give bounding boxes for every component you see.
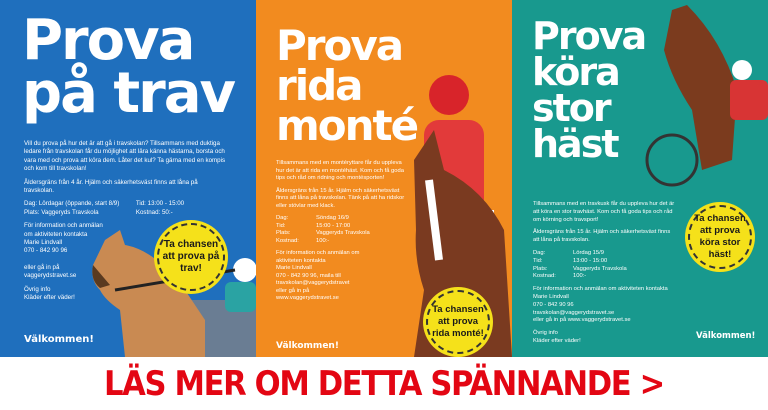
age-text: Åldersgräns från 15 år. Hjälm och säkerhetsväst finns att låna på travskolan. Tänk på att ha ridskor eller stövlar med klack. (276, 187, 405, 209)
intro-text: Vill du prova på hur det är att gå i travskolan? Tillsammans med duktiga ledare från travskolan får du möjlighet att lära känna hästarna, borsta och vara med och prova att köra dem. Låter det kul? Ta gärna med en kompis och kom till travskolan! (24, 140, 226, 173)
web-info: eller gå in på vaggerydstravet.se Övrig info Kläder efter väder! (24, 264, 77, 302)
read-more-link[interactable]: LÄS MER OM DETTA SPÄNNANDE > (104, 363, 664, 404)
welcome-text: Välkommen! (696, 331, 756, 341)
contact: För information och anmälan om aktiviteten kontakta Marie Lindvall 070 - 842 90 96 travskolan@vaggerydstravet.se eller gå in på www.vaggerydstravet.se (533, 286, 668, 324)
title-line: Prova (532, 14, 646, 58)
detail: Dag: Lördag 15/9 (533, 249, 604, 256)
poster-prova-rida-monte[interactable] (256, 0, 512, 357)
title-line: Prova (276, 21, 403, 70)
title-line: rida (276, 60, 362, 110)
horse-and-sulky-photo (642, 0, 768, 200)
poster-body (276, 160, 406, 308)
age-text: Åldersgräns från 15 år. Hjälm och säkerhetsväst finns att låna på travskolan. (533, 229, 671, 244)
title-line: häst (532, 122, 618, 167)
detail: Dag: Lördagar (öppande, start 8/9) (24, 200, 120, 208)
poster-title (276, 21, 418, 150)
poster-title (22, 8, 235, 127)
contact: För information och anmälan om aktiviteten kontakta Marie Lindvall 070 - 842 90 96, maila till travskolan@vaggerydstravet eller gå in på www.vaggerydstravet.se (276, 250, 360, 301)
welcome-text: Välkommen! (24, 334, 94, 345)
detail: Kostnad: 100:- (533, 273, 587, 280)
poster-prova-kora-stor-hast[interactable] (512, 0, 768, 357)
detail: Plats: Vaggeryds Travskola (24, 208, 99, 216)
poster-body: Tillsammans med en travkusk får du uppleva hur det är att köra en stor travhäst. Kom och få goda tips och råd om körning och travsport! Åldersgräns från 15 år. Hjälm och säkerhetsväst finns att låna på travskolan. Dag: Lördag 15/9 Tid: 13:00 - 15:00 Plats: Vaggeryds Travskola Kostnad: 100:- För information och anmälan om aktiviteten kontakta Marie Lindvall 070 - 842 90 96 travskolan@vaggerydstravet.se eller gå in på www.vaggerydstravet.se Övrig info Kläder efter väder! (533, 201, 678, 351)
contact: För information och anmälan om aktiviteten kontakta Marie Lindvall 070 - 842 90 96 (24, 222, 103, 255)
intro-text: Tillsammans med en travkusk får du uppleva hur det är att köra en stor travhäst. Kom och få goda tips och råd om körning och travsport! (533, 201, 675, 223)
title-line: Prova (22, 8, 194, 73)
detail: Tid: 15:00 - 17:00 (276, 222, 351, 229)
title-line: köra (532, 50, 619, 95)
intro-text: Tillsammans med en montéryttare får du uppleva hur det är att rida en montéhäst. Kom och få goda tips och råd om ridning och montésporten! (276, 160, 404, 181)
detail: Kostnad: 100:- (276, 237, 330, 244)
cta-badge: Ta chansen att prova på trav! (157, 223, 225, 291)
title-line: på trav (22, 61, 235, 127)
detail: Dag: Söndag 16/9 (276, 215, 349, 221)
title-line: monté (276, 100, 418, 150)
detail: Tid: 13:00 - 15:00 (533, 257, 608, 264)
detail: Plats: Vaggeryds Travskola (533, 265, 627, 272)
title-line: stor (532, 86, 610, 131)
detail: Plats: Vaggeryds Travskola (276, 230, 370, 236)
welcome-text: Välkommen! (276, 341, 339, 351)
cta-badge: Ta chansen att prova köra stor häst! (688, 205, 752, 269)
cta-badge: Ta chansen att prova rida monté! (426, 290, 490, 354)
detail: Kostnad: 50:- (135, 208, 173, 216)
poster-prova-pa-trav[interactable] (0, 0, 256, 357)
age-text: Åldersgräns från 4 år. Hjälm och säkerhetsväst finns att låna på travskolan. (24, 178, 198, 195)
poster-title (532, 14, 646, 167)
detail: Tid: 13:00 - 15:00 (135, 200, 185, 208)
